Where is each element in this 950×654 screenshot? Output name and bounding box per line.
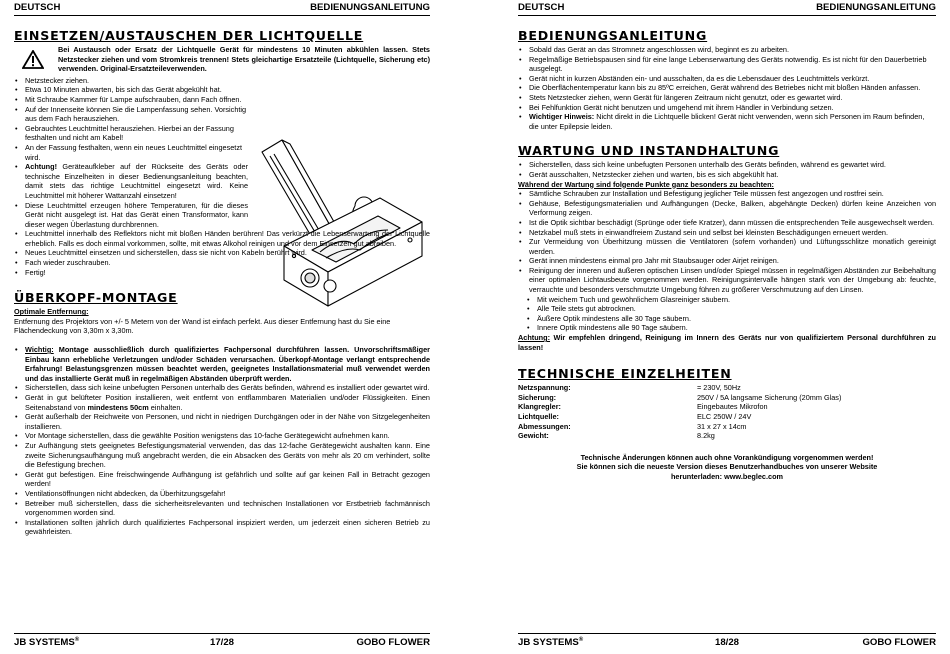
- page-footer: [518, 633, 936, 650]
- list-item: • Gebrauchtes Leuchtmittel herausziehen. Hierbei an der Fassung festhalten und nicht am Kabel!: [14, 124, 248, 143]
- header-language: DEUTSCH: [518, 2, 565, 13]
- hinweis-label: Wichtiger Hinweis:: [529, 112, 595, 122]
- header-title: BEDIENUNGSANLEITUNG: [310, 2, 430, 13]
- list-item: • Auf der Innenseite können Sie die Lampenfassung sehen. Vorsichtig aus dem Fach herausziehen.: [14, 105, 248, 124]
- wichtig-label: Wichtig:: [25, 345, 54, 355]
- maintenance-achtung: [518, 333, 936, 352]
- notice-changes: Technische Änderungen können auch ohne Vorankündigung vorgenommen werden!: [580, 452, 874, 462]
- lamp-steps-list: [14, 76, 248, 230]
- list-item: • Die Oberflächentemperatur kann bis zu 85ºC erreichen, Gerät während des Betriebes nicht mit bloßen Händen anfassen.: [518, 83, 936, 93]
- list-item: • Stets Netzstecker ziehen, wenn Gerät für längeren Zeitraum nicht genutzt, oder es gewartet wird.: [518, 93, 936, 103]
- brand-name: JB SYSTEMS: [518, 637, 579, 649]
- header-title: BEDIENUNGSANLEITUNG: [816, 2, 936, 13]
- spec-row: [518, 422, 841, 432]
- spec-key: Abmessungen:: [518, 421, 571, 431]
- page-number: 18/28: [714, 637, 739, 648]
- maintenance-points-list: [518, 189, 936, 295]
- list-item: • Sicherstellen, dass sich keine unbefugten Personen unterhalb des Geräts befinden, während es installiert oder gewartet wird.: [14, 383, 430, 393]
- list-item: • Gerät außerhalb der Reichweite von Personen, und nicht in niedrigen Durchgängen oder in der Nähe von Sitzgelegenheiten installieren.: [14, 412, 430, 431]
- list-item: • Diese Leuchtmittel erzeugen höhere Temperaturen, für die dieses Gerät nicht ausgelegt ist. Hat das Gerät einen Transformator, kann dieser wegen Überlastung durchbrennen.: [14, 201, 248, 230]
- warning-triangle-icon: [22, 50, 44, 69]
- footer-product: GOBO FLOWER: [862, 637, 936, 648]
- spec-row: [518, 393, 841, 403]
- maintenance-points-heading: Während der Wartung sind folgende Punkte ganz besonders zu beachten:: [518, 179, 774, 189]
- list-item: • Vor Montage sicherstellen, dass die gewählte Position wenigstens das 10-fache Gerätegewicht aufnehmen kann.: [14, 431, 430, 441]
- list-item: • Gehäuse, Befestigungsmaterialien und Aufhängungen (Decke, Balken, abgehängte Decken) dürfen keine Anzeichen von Verformung zeigen.: [518, 199, 936, 218]
- distance-heading: Optimale Entfernung:: [14, 307, 89, 317]
- header-language: DEUTSCH: [14, 2, 61, 13]
- page-footer: [14, 633, 430, 650]
- list-item: • Fertig!: [14, 268, 430, 278]
- list-item: • Reinigung der inneren und äußeren optischen Linsen und/oder Spiegel müssen in regelmäßigen Abständen zur Beibehaltung einer optimalen Lichtausbeute vorgenommen werden. Reinigungsintervalle hängen stark von der Umgebung ab: feuchte, verrauchte und besonders verschmutzte Umgebung führen zu größerer Verschmutzung auf den Linsen.: [518, 266, 936, 295]
- projector-lamp-illustration: [250, 132, 425, 308]
- registered-mark: ®: [578, 637, 584, 643]
- spec-value: 8.2kg: [697, 431, 715, 441]
- list-item: • Sicherstellen, dass sich keine unbefugten Personen unterhalb des Geräts befinden, während es gewartet wird.: [518, 160, 936, 170]
- cleaning-sublist: [526, 295, 936, 333]
- brand-name: JB SYSTEMS: [14, 637, 75, 649]
- sub-list-item: • Mit weichem Tuch und gewöhnlichem Glasreiniger säubern.: [526, 295, 936, 305]
- spec-value: ELC 250W / 24V: [697, 412, 752, 421]
- operation-list: [518, 45, 936, 131]
- spec-value: Eingebautes Mikrofon: [697, 402, 768, 412]
- list-item: • Gerät ausschalten, Netzstecker ziehen und warten, bis es sich abgekühlt hat.: [518, 170, 936, 180]
- list-item: • Zur Aufhängung stets geeignetes Befestigungsmaterial verwenden, das das 12-fache Gerätegewicht aushalten kann. Eine zweite Sicherungsaufhängung muß angebracht werden, die ein Absacken des Geräts von mehr als 20 cm verhindert, sollte die Befestigung brechen.: [14, 441, 430, 470]
- lamp-steps-block: [14, 76, 430, 277]
- lamp-steps-list-continued: [14, 229, 430, 277]
- list-item: • Installationen sollten jährlich durch qualifiziertes Fachpersonal inspiziert werden, um jederzeit einen sicheren Betrieb zu gewährleisten.: [14, 518, 430, 537]
- wichtig-text: Montage ausschließlich durch qualifiziertes Fachpersonal durchführen lassen. Unvorschriftsmäßiger Einbau kann erhebliche Verletzungen und/oder Schäden verursachen. Überkopf-Montage verlangt entsprechende Erfahrung! Belastungsgrenzen müssen beachtet werden, geeignetes Installationsmaterial muß verwendet werden und das installierte Gerät muß in regelmäßigen Abständen überprüft werden.: [25, 345, 430, 383]
- list-item: • Zur Vermeidung von Überhitzung müssen die Ventilatoren (sofern vorhanden) und Lüftungsschlitze monatlich gereinigt werden.: [518, 237, 936, 256]
- footer-product: GOBO FLOWER: [356, 637, 430, 648]
- spec-value: = 230V, 50Hz: [697, 383, 741, 393]
- list-item-text: Gerät in gut belüfteter Position installieren, weit entfernt von entflammbaren Materialien und/oder Flüssigkeiten. Einen Seitenabstand von: [25, 393, 430, 412]
- list-item: • Neues Leuchtmittel einsetzen und sicherstellen, dass sie nicht von Kabeln berührt wird.: [14, 248, 430, 258]
- list-item: • Leuchtmittel innerhalb des Reflektors nicht mit bloßen Händen berühren! Das verkürzt die Lebenserwartung der Lichtquelle erheblich. Falls es doch einmal vorkommen, sollte, mit etwas Alkohol reinigen und vor dem Einsetzen gut abreiben.: [14, 229, 430, 248]
- section-title-operation: BEDIENUNGSANLEITUNG: [518, 28, 708, 43]
- distance-text: Entfernung des Projektors von +/- 5 Metern von der Wand ist einfach perfekt. Aus dieser Entfernung hast du Sie eine Flächendeckung von 3,30m x 3,30m.: [14, 316, 391, 336]
- warning-box: [14, 45, 430, 74]
- list-item: • Gerät nicht in kurzen Abständen ein- und ausschalten, da es die Lebensdauer des Leuchtmittels verkürzt.: [518, 74, 936, 84]
- section-title-overhead-mounting: ÜBERKOPF-MONTAGE: [14, 290, 178, 306]
- list-item-bold: mindestens 50cm: [87, 402, 149, 412]
- list-item-text: einhalten.: [148, 402, 183, 412]
- spec-row: [518, 431, 841, 441]
- list-item-hinweis: [518, 112, 936, 131]
- spec-key: Sicherung:: [518, 392, 557, 402]
- maintenance-list: [518, 160, 936, 179]
- spec-row: [518, 383, 841, 393]
- section-title-lamp-replacement: EINSETZEN/AUSTAUSCHEN DER LICHTQUELLE: [14, 28, 364, 43]
- list-item: • Mit Schraube Kammer für Lampe aufschrauben, dann Fach öffnen.: [14, 95, 248, 105]
- spec-row: [518, 402, 841, 412]
- spec-value: 250V / 5A langsame Sicherung (20mm Glas): [697, 392, 842, 402]
- list-item: • Bei Fehlfunktion Gerät nicht benutzen und umgehend mit ihrem Händler in Verbindung setzen.: [518, 103, 936, 113]
- page-17: [14, 0, 430, 654]
- spec-key: Netzspannung:: [518, 383, 571, 393]
- section-title-maintenance: WARTUNG UND INSTANDHALTUNG: [518, 143, 780, 159]
- specs-table: [518, 383, 841, 441]
- list-item: • Betreiber muß sicherstellen, dass die sicherheitsrelevanten und technischen Installationen vor Erstbetrieb fachmännisch vorgenommen worden sind.: [14, 499, 430, 518]
- achtung-label: Achtung!: [25, 162, 58, 172]
- registered-mark: ®: [74, 637, 80, 643]
- hinweis-text: Nicht direkt in die Lichtquelle blicken! Gerät nicht verwenden, wenn sich Personen im Raum befinden, die unter Epilepsie leiden.: [529, 112, 925, 131]
- page-content: [518, 28, 936, 482]
- spec-key: Lichtquelle:: [518, 412, 559, 421]
- list-item: • Netzstecker ziehen.: [14, 76, 248, 86]
- achtung-label: Achtung:: [518, 333, 551, 343]
- list-item: • Ventilationsöffnungen nicht abdecken, da Überhitzungsgefahr!: [14, 489, 430, 499]
- list-item: • Netzkabel muß stets in einwandfreiem Zustand sein und selbst bei kleinsten Beschädigungen erneuert werden.: [518, 228, 936, 238]
- list-item-wichtig: [14, 345, 430, 383]
- page-header: [14, 2, 430, 16]
- spec-value: 31 x 27 x 14cm: [697, 421, 747, 431]
- achtung-text: Wir empfehlen dringend, Reinigung im Innern des Geräts nur von qualifiziertem Personal durchführen zu lassen!: [518, 333, 936, 352]
- list-item: [14, 393, 430, 412]
- page-18: [518, 0, 936, 654]
- list-item: • Etwa 10 Minuten abwarten, bis sich das Gerät abgekühlt hat.: [14, 85, 248, 95]
- achtung-text: Geräteaufkleber auf der Rückseite des Geräts oder technische Einzelheiten in dieser Bedienungsanleitung beachten, damit stets das richtige Leuchtmittel eingesetzt wird. Keine Leuchtmittel mit höherer Wattanzahl einsetzen!: [25, 162, 248, 200]
- spec-row: [518, 412, 841, 422]
- page-content: [14, 28, 430, 537]
- mounting-list: [14, 345, 430, 537]
- sub-list-item: • Alle Teile stets gut abtrocknen.: [526, 304, 936, 314]
- list-item: • Gerät gut befestigen. Eine freischwingende Aufhängung ist gefährlich und sollte auf gar keinen Fall in Betracht gezogen werden!: [14, 470, 430, 489]
- spec-key: Gewicht:: [518, 431, 549, 441]
- list-item-achtung: [14, 162, 248, 200]
- notice-download: Sie können sich die neueste Version dieses Benutzerhandbuches von unserer Website herunterladen: www.beglec.com: [576, 462, 878, 481]
- section-title-specifications: TECHNISCHE EINZELHEITEN: [518, 366, 732, 382]
- page-header: [518, 2, 936, 16]
- list-item: • Ist die Optik sichtbar beschädigt (Sprünge oder tiefe Kratzer), dann müssen die entsprechenden Teile ausgewechselt werden.: [518, 218, 936, 228]
- list-item: • Sämtliche Schrauben zur Installation und Befestigung jeglicher Teile müssen fest angezogen und rostfrei sein.: [518, 189, 936, 199]
- spec-key: Klangregler:: [518, 402, 561, 412]
- warning-text: Bei Austausch oder Ersatz der Lichtquelle Gerät für mindestens 10 Minuten abkühlen lassen. Stets Netzstecker ziehen und vom Stromkreis trennen! Stets gleichartige Ersatzteile (Lichtquelle, Sicherung etc) verwenden. Original-Ersatzteileverwenden.: [58, 45, 430, 74]
- page-number: 17/28: [209, 637, 234, 648]
- list-item: • Gerät innen mindestens einmal pro Jahr mit Staubsauger oder Airjet reinigen.: [518, 256, 936, 266]
- sub-list-item: • Innere Optik mindestens alle 90 Tage säubern.: [526, 323, 936, 333]
- sub-list-item: • Äußere Optik mindestens alle 30 Tage säubern.: [526, 314, 936, 324]
- list-item: • Regelmäßige Betriebspausen sind für eine lange Lebenserwartung des Geräts notwendig. Es ist nicht für den Dauerbetrieb ausgelegt.: [518, 55, 936, 74]
- list-item: • Sobald das Gerät an das Stromnetz angeschlossen wird, beginnt es zu arbeiten.: [518, 45, 936, 55]
- list-item: • Fach wieder zuschrauben.: [14, 258, 430, 268]
- list-item: • An der Fassung festhalten, wenn ein neues Leuchtmittel eingesetzt wird.: [14, 143, 248, 162]
